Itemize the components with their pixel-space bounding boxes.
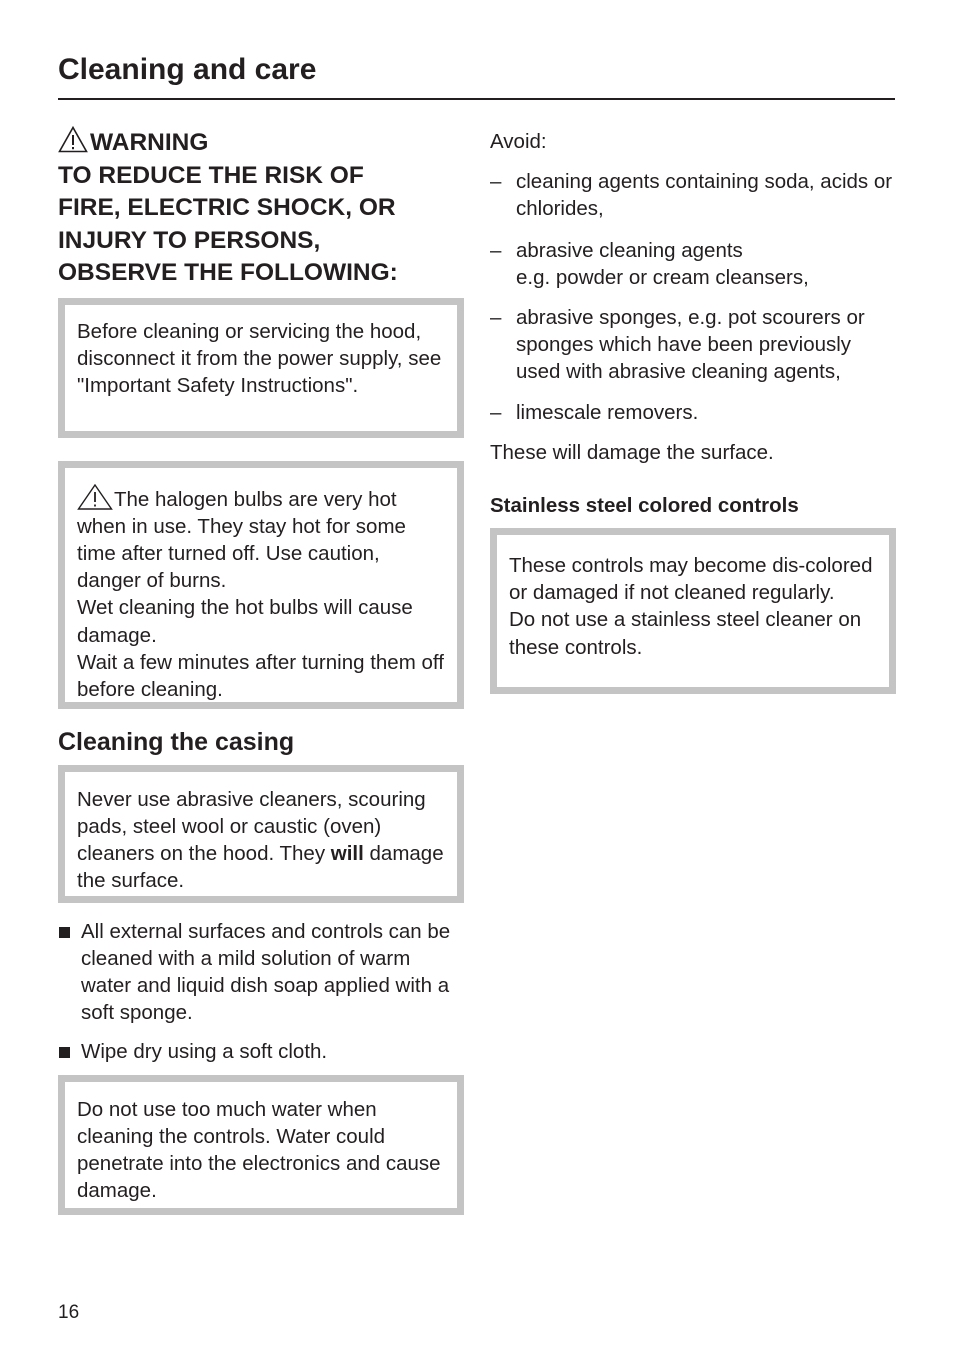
page-title: Cleaning and care xyxy=(58,53,317,86)
controls-warning-box xyxy=(490,528,896,694)
controls-cleaner-text: Do not use a stainless steel cleaner on these controls. xyxy=(509,608,862,659)
water-warning-text: Do not use too much water when cleaning the controls. Water could penetrate into the electronics and cause damage. xyxy=(77,1097,441,1203)
dash-bullet: – xyxy=(490,306,502,330)
warning-triangle-icon xyxy=(77,484,113,510)
halogen-warning-box xyxy=(58,461,464,709)
avoid-conclusion: These will damage the surface. xyxy=(490,440,774,464)
list-item: – limescale removers. xyxy=(490,399,896,426)
dash-bullet: – xyxy=(490,238,502,262)
list-item: – abrasive cleaning agents e.g. powder or cream cleansers, xyxy=(490,238,809,289)
warning-line: TO REDUCE THE RISK OF xyxy=(58,161,364,189)
emphasis-will: will xyxy=(330,841,364,865)
list-item: – cleaning agents containing soda, acids or chlorides, xyxy=(490,170,893,221)
casing-instructions-list xyxy=(58,918,464,1066)
abrasive-warning-text: Never use abrasive cleaners, scouring pads, steel wool or caustic (oven) cleaners on the hood. They will damage the surface. xyxy=(77,787,444,893)
warning-label: WARNING xyxy=(90,129,209,156)
disconnect-notice-box xyxy=(58,298,464,438)
controls-warning-text: These controls may become dis-colored or damaged if not cleaned regularly. xyxy=(509,554,873,605)
square-bullet-icon xyxy=(59,1047,70,1058)
right-column xyxy=(490,128,896,694)
left-column xyxy=(58,126,464,1215)
section-heading-controls: Stainless steel colored controls xyxy=(490,494,799,518)
halogen-wait-text: Wait a few minutes after turning them off before cleaning. xyxy=(77,650,444,701)
list-item: – abrasive sponges, e.g. pot scourers or sponges which have been previously used with abrasive cleaning agents, xyxy=(490,306,865,384)
warning-triangle-icon xyxy=(58,126,88,153)
avoid-list xyxy=(490,168,896,426)
avoid-label: Avoid: xyxy=(490,130,547,153)
disconnect-notice-text: Before cleaning or servicing the hood, disconnect it from the power supply, see "Important Safety Instructions". xyxy=(77,319,442,397)
square-bullet-icon xyxy=(59,927,70,938)
water-warning-box xyxy=(58,1075,464,1215)
dash-bullet: – xyxy=(490,170,502,194)
warning-line: INJURY TO PERSONS, xyxy=(58,226,321,254)
warning-line: OBSERVE THE FOLLOWING: xyxy=(58,259,398,286)
abrasive-warning-box xyxy=(58,765,464,903)
list-item: Wipe dry using a soft cloth. xyxy=(58,1038,464,1065)
dash-bullet: – xyxy=(490,400,502,424)
title-rule xyxy=(58,98,895,100)
warning-line: FIRE, ELECTRIC SHOCK, OR xyxy=(58,194,396,221)
page-number: 16 xyxy=(58,1302,80,1323)
halogen-warning-text: The halogen bulbs are very hot when in use. They stay hot for some time after turned off. Use caution, danger of burns. xyxy=(77,484,445,595)
halogen-damage-text: Wet cleaning the hot bulbs will cause damage. xyxy=(77,596,413,647)
list-item: All external surfaces and controls can be cleaned with a mild solution of warm water and liquid dish soap applied with a soft sponge. xyxy=(58,918,464,1027)
warning-heading xyxy=(58,126,464,290)
section-heading-casing: Cleaning the casing xyxy=(58,727,295,756)
